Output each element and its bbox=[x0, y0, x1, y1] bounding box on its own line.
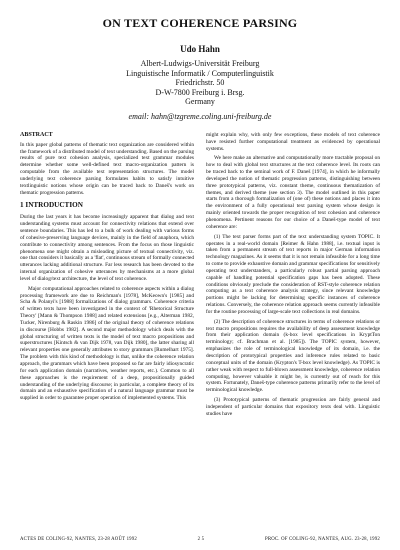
affiliation-line: Albert-Ludwigs-Universität Freiburg bbox=[140, 59, 260, 69]
footer-right: PROC. OF COLING-92, NANTES, AUG. 23-28, 1992 bbox=[264, 537, 380, 542]
section-heading: 1 INTRODUCTION bbox=[20, 201, 83, 210]
paragraph: (1) The text parser forms part of the text understanding system TOPIC. It operates in a real-world domain [Reimer & Hahn 1988], i.e. textual input is taken from a permanent stream of text reports in major German information technology magazines. As it seems that it is not remain infeasible for a long time to come to provide exhaustive domain and grammar specifications for sensitively operating text understanders, a particularly robust partial parsing approach capable of handling potential specification gaps has been adopted. These conditions obviously preclude the consideration of RST-style coherence relation computing as a text coherence analysis strategy, since relevant knowledge portions might be lacking for determining specific instances of coherence relations. Conversely, the coherence relation approach seems currently infeasible for the routine processing of large-scale text collections in real domains. bbox=[206, 233, 380, 315]
left-column bbox=[20, 132, 194, 421]
author-email: email: hahn@tzgreme.coling.uni-freiburg.de bbox=[128, 112, 272, 122]
affiliation-line: Friedrichstr. 50 bbox=[175, 78, 225, 88]
affiliation-line: Germany bbox=[185, 97, 215, 107]
paragraph: (2) The description of coherence structures in terms of coherence relations or text macro propositions requires the availability of deep assessment knowledge from their application domain (k-box level specifications in KryptTon terminology; cf. Brachman et al. [1985]). The TOPIC system, however, emphasizes the role of terminological knowledge of its domain, i.e. the description of prototypical properties and inference rules related to basic conceptual units of the domain (Krypton's T-box level knowledge). As TOPIC is rather weak with respect to full-blown assessment knowledge, coherence relation computing, however valuable it might be, is currently out of reach for this system. Fortunately, Daneš-type coherence patterns primarily refer to the level of terminological knowledge. bbox=[206, 318, 380, 394]
body-columns bbox=[20, 132, 380, 421]
footer-left: ACTES DE COLING-92, NANTES, 23-28 AOÛT 1992 bbox=[20, 537, 137, 542]
paragraph: might explain why, with only few exceptions, these models of text coherence have resisted further computational treatment as evidenced by operational systems. bbox=[206, 131, 380, 152]
author-block bbox=[20, 45, 380, 122]
abstract-text: In this paper global patterns of thematic text organization are considered within the framework of a distributed model of text understanding. Based on the parsing results of pure text cohesion analysis, specialized text grammar modules determine whether some well-defined text macro-organization pattern is computable from the available text representation structures. The model underlying text coherence parsing formulates habits to satisfy intuitive textlinguistic notions whose origin can be traced back to Daneš's work on thematic progression patterns. bbox=[20, 141, 194, 196]
paragraph: Major computational approaches related to coherence aspects within a dialog processing framework are due to Reichman's [1978], McKeown's [1985] and Scha & Polanyi's [1988] formalizations of dialog grammars. Coherence criteria of written texts have been investigated in the context of 'Rhetorical Structure Theory' [Mann & Thompson 1988] and related extensions [e.g., Alterman 1982, Tucker, Nirenburg & Raskin 1986] of the original theory of coherence relations in discourse [Hobbs 1982]. A second major methodology which deals with the global structuring of written texts is the model of text macro propositions and superstructures [Kintsch & van Dijk 1978, van Dijk 1980], the latter sharing all relevant properties one generally attributes to story grammars [Rumelhart 1975]. The problem with this kind of methodology is that, unlike the coherence relation approach, the grammars which have been proposed so far are fairly idiosyncratic for each application domain (narratives, weather reports, etc.). Common to all these approaches is the requirement of a deep, propositionally guided understanding of the underlying discourse; in particular, a complete theory of its domain and an exhaustive specification of a natural language grammar must be supplied in order to guarantee proper operation of implemented systems. This bbox=[20, 285, 194, 402]
page-footer bbox=[20, 537, 380, 542]
paragraph: (3) Prototypical patterns of thematic progression are fairly general and independent of particular domains that expository texts deal with. Linguistic studies have bbox=[206, 397, 380, 417]
abstract-heading: ABSTRACT bbox=[20, 131, 53, 138]
affiliation-line: D-W-7800 Freiburg i. Brsg. bbox=[155, 87, 245, 97]
paper-title: ON TEXT COHERENCE PARSING bbox=[102, 16, 298, 30]
affiliation-line: Linguistische Informatik / Computerlinguistik bbox=[126, 68, 274, 78]
page-number: 2 5 bbox=[197, 537, 205, 542]
paragraph: We here make an alternative and computationally more tractable proposal on how to deal with global text structures at the text coherence level. Its roots can be traced back to the seminal work of F. Daneš [1974], in which he informally developed the notion of thematic progression patterns, distinguishing between three prototypical patterns, viz. constant theme, continuous thematization of themes, and derived theme (see section 3). The model outlined in this paper starts from a thorough formalization of (one of) these notions and places it into the environment of a fully operational text parsing system whose design is mainly oriented towards the proper recognition of text cohesion and coherence phenomena. Pertinent reasons for our choice of a Daneš-type model of text coherence are: bbox=[206, 155, 380, 230]
author-name: Udo Hahn bbox=[180, 44, 220, 54]
paragraph: During the last years it has become increasingly apparent that dialog and text understanding systems must account for connectivity relations that extend over sentence boundaries. This has led to a bulk of work dealing with various forms of cohesive-preserving language devices, mainly in the field of anaphora, which contribute to connectivity among sentences. From the focus on those linguistic phenomena one might obtain a misleading picture of textual connectivity, viz. one that considers it basically as a 'flat', continuous stream of formally connected utterances lacking additional structure. Far less research has been devoted to the internal organization of cohesive utterances by mechanisms at a more global level of dialog/text architecture, the level of text coherence. bbox=[20, 214, 194, 282]
right-column bbox=[206, 132, 380, 421]
